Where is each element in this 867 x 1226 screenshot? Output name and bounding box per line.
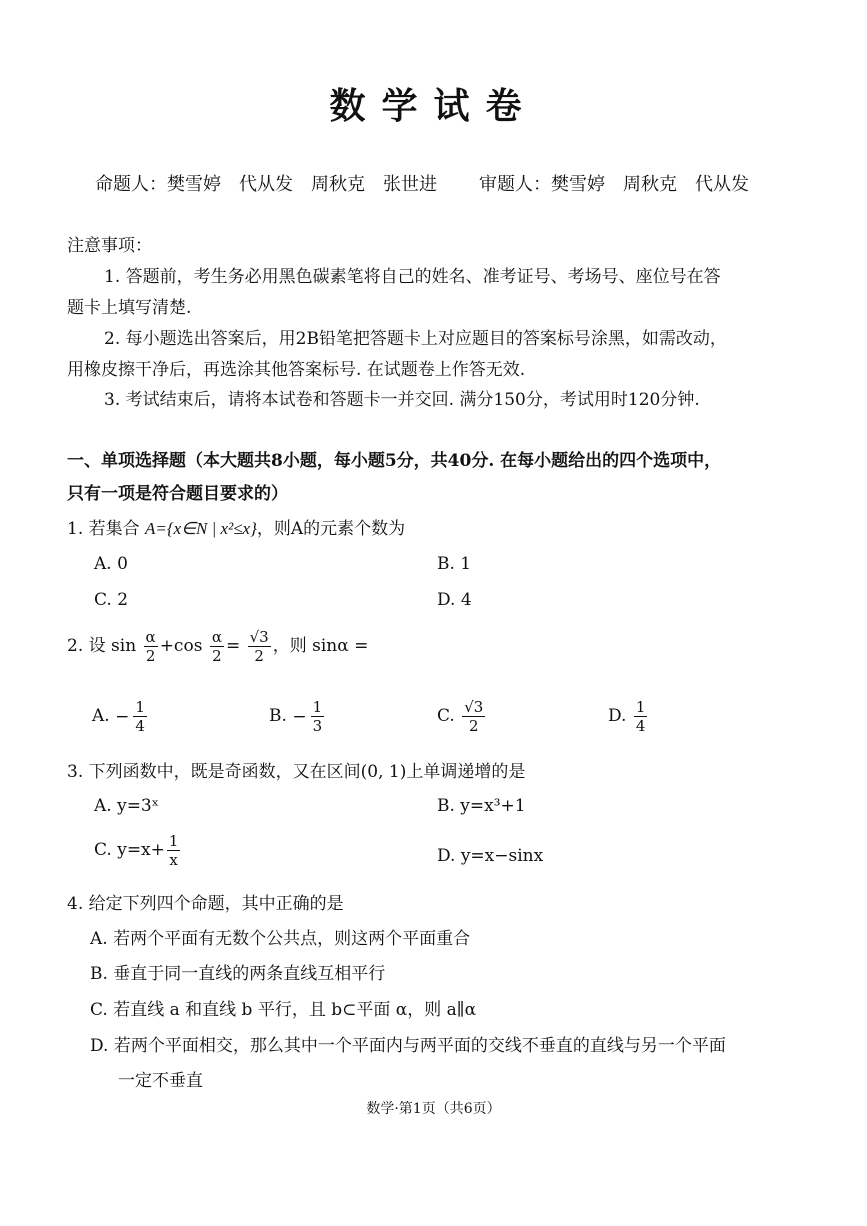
proposer-name: 张世进	[383, 174, 437, 195]
reviewer-name: 樊雪婷	[551, 174, 605, 195]
reviewer-name: 代从发	[695, 174, 749, 195]
q3-option-c: C. y=x+ $\frac{1}{x}$	[94, 832, 179, 869]
notice-item-1: 1. 答题前，考生务必用黑色碳素笔将自己的姓名、准考证号、考场号、座位号在答	[104, 267, 721, 287]
notice-item-1-cont: 题卡上填写清楚.	[67, 298, 192, 318]
q3-option-a: A. y=3ˣ	[94, 796, 159, 816]
reviewer-label: 审题人：	[479, 174, 551, 195]
q1-option-b: B. 1	[437, 554, 472, 574]
q2-suffix: ，则 sinα =	[272, 636, 369, 656]
page-footer: 数学·第1页（共6页）	[366, 1101, 501, 1117]
fraction: $\frac{\alpha}{2}$	[211, 628, 222, 665]
authors-line	[95, 170, 767, 196]
section-heading-cont: 只有一项是符合题目要求的）	[67, 484, 288, 504]
q1-option-a: A. 0	[94, 554, 128, 574]
q2-equals: =	[225, 636, 241, 656]
proposer-label: 命题人：	[95, 174, 167, 195]
question-2-stem	[67, 628, 368, 665]
notice-item-2: 2. 每小题选出答案后，用2B铅笔把答题卡上对应题目的答案标号涂黑，如需改动，	[104, 329, 727, 349]
q2-option-d: D. $\frac{1}{4}$	[608, 698, 646, 735]
fraction: $\frac{√3}{2}$	[249, 628, 269, 665]
page-title: 数学试卷	[329, 85, 538, 127]
q3-option-b: B. y=x³+1	[437, 796, 526, 816]
notice-item-2-cont: 用橡皮擦干净后，再选涂其他答案标号. 在试题卷上作答无效.	[67, 360, 526, 380]
q1-option-c: C. 2	[94, 590, 129, 610]
fraction: $\frac{1}{4}$	[635, 698, 646, 735]
question-3-stem: 3. 下列函数中，既是奇函数，又在区间(0, 1)上单调递增的是	[67, 762, 526, 782]
fraction: $\frac{√3}{2}$	[464, 698, 484, 735]
q4-option-d: D. 若两个平面相交，那么其中一个平面内与两平面的交线不垂直的直线与另一个平面	[90, 1036, 726, 1056]
q2-plus-cos: +cos	[159, 636, 203, 656]
q1-option-d: D. 4	[437, 590, 472, 610]
question-1-stem	[67, 518, 405, 540]
q2-prefix: 2. 设 sin	[67, 636, 137, 656]
reviewer-name: 周秋克	[623, 174, 677, 195]
fraction: $\frac{1}{3}$	[312, 698, 323, 735]
q4-option-c: C. 若直线 a 和直线 b 平行，且 b⊂平面 α，则 a∥α	[90, 1000, 477, 1020]
q4-option-d-cont: 一定不垂直	[118, 1071, 203, 1091]
q1-prefix: 1. 若集合	[67, 519, 140, 539]
q4-option-b: B. 垂直于同一直线的两条直线互相平行	[90, 964, 386, 984]
notice-item-3: 3. 考试结束后，请将本试卷和答题卡一并交回. 满分150分，考试用时120分钟.	[104, 390, 700, 410]
q2-option-a: A. − $\frac{1}{4}$	[92, 698, 145, 735]
q3-option-d: D. y=x−sinx	[437, 846, 544, 866]
fraction: $\frac{\alpha}{2}$	[145, 628, 156, 665]
q2-option-b: B. − $\frac{1}{3}$	[269, 698, 323, 735]
section-heading: 一、单项选择题（本大题共8小题，每小题5分，共40分. 在每小题给出的四个选项中，	[67, 451, 722, 471]
fraction: $\frac{1}{4}$	[135, 698, 145, 735]
q2-option-c: C. $\frac{√3}{2}$	[437, 698, 484, 735]
proposer-name: 代从发	[239, 174, 293, 195]
q1-suffix: ，则A的元素个数为	[256, 519, 406, 539]
proposer-name: 周秋克	[311, 174, 365, 195]
question-4-stem: 4. 给定下列四个命题，其中正确的是	[67, 894, 344, 914]
fraction: $\frac{1}{x}$	[168, 832, 179, 869]
proposer-name: 樊雪婷	[167, 174, 221, 195]
q1-set: A={x∈N | x²≤x}	[145, 519, 257, 538]
q4-option-a: A. 若两个平面有无数个公共点，则这两个平面重合	[90, 929, 471, 949]
notice-heading: 注意事项：	[67, 236, 152, 256]
